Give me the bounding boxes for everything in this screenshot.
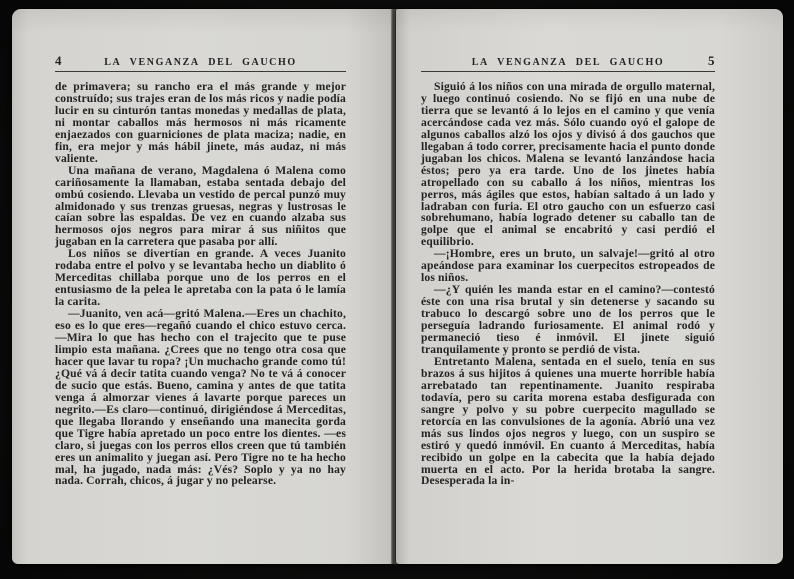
page-body-right xyxy=(421,81,715,487)
page-body-left xyxy=(55,81,346,487)
paragraph: de primavera; su rancho era el más grande y mejor construído; sus trajes eran de los más ricos y nadie podía lucir en su cinturón tantas monedas y medallas de plata, ni montar caballos más hermosos ni más ricamente enjaezados con guarniciones de plata maciza; nadie, en fin, era mejor y más hábil jinete, más audaz, ni más valiente. xyxy=(55,80,346,165)
header-rule-right xyxy=(421,71,715,72)
running-title-left: LA VENGANZA DEL GAUCHO xyxy=(104,57,297,68)
paragraph: —Juanito, ven acá—gritó Malena.—Eres un chachito, eso es lo que eres—regañó cuando el chico estuvo cerca.—Mira lo que has hecho con el trajecito que te puse limpio esta mañana. ¿Crees que no tengo otra cosa que hacer que lavar tu ropa? ¡Un muchacho grande como tú! ¿Qué vá á decir tatita cuando venga? No te vá á conocer de sucio que estás. Bueno, camina y antes de que tatita venga á almorzar vienes á lavarte porque pareces un negrito.—Es claro—continuó, dirigiéndose á Merceditas, que llegaba llorando y enseñando una manecita gorda que Tigre había apretado un poco entre los dientes. —es claro, si juegas con los perros ellos creen que tú también eres un animalito y juegan así. Pero Tigre no te ha hecho mal, ha jugado, nada más: ¿Vés? Soplo y ya no hay nada. Corrah, chicos, á jugar y no pelearse. xyxy=(55,307,346,488)
header-rule-left xyxy=(55,71,346,72)
paragraph: —¿Y quién les manda estar en el camino?—contestó éste con una risa brutal y sin detenerse y sacando su trabuco lo descargó sobre uno de los perros que le perseguía ladrando furiosamente. El animal rodó y permaneció tieso é inmóvil. El jinete siguió tranquilamente y pronto se perdió de vista. xyxy=(421,283,715,356)
paragraph: Siguió á los niños con una mirada de orgullo maternal, y luego continuó cosiendo. No se fijó en una nube de tierra que se levantó á lo lejos en el camino y que venía acercándose cada vez más. Sólo cuando oyó el galope de algunos caballos alzó los ojos y divisó á dos gauchos que llegaban á todo correr, precisamente hacia el punto donde jugaban los chicos. Malena se levantó lanzándose hacia éstos; pero ya era tarde. Uno de los jinetes había atropellado con su caballo á los niños, mientras los perros, más ágiles que estos, habían saltado á un lado y ladraban con furia. El otro gaucho con un esfuerzo casi sobrehumano, había logrado detener su caballo tan de golpe que el animal se encabritó y casi perdió el equilibrio. xyxy=(421,80,715,249)
page-number-right: 5 xyxy=(708,53,715,68)
page-right-content xyxy=(396,9,783,564)
page-left-content xyxy=(12,9,392,564)
page-right-header xyxy=(421,53,715,69)
page-left xyxy=(12,9,392,564)
page-right xyxy=(396,9,783,564)
paragraph: Una mañana de verano, Magdalena ó Malena como cariñosamente la llamaban, estaba sentada debajo del ombú cosiendo. Llevaba un vestido de percal punzó muy almidonado y sus trenzas gruesas, negras y lustrosas le caían sobre las espaldas. De vez en cuando alzaba sus hermosos ojos negros para mirar á sus niñitos que jugaban en la carretera que pasaba por allí. xyxy=(55,163,346,249)
paragraph: Entretanto Malena, sentada en el suelo, tenía en sus brazos á sus hijitos á quienes una muerte horrible había arrebatado tan repentinamente. Juanito respiraba todavía, pero su carita morena estaba desfigurada con sangre y polvo y su pobre cuerpecito magullado se retorcía en las convulsiones de la agonía. Abrió una vez más sus lindos ojos negros y luego, con un suspiro se estiró y quedó inmóvil. En cuanto á Merceditas, había recibido un golpe en la cabecita que la había dejado muerta en el acto. Por la herida brotaba la sangre. Desesperada la in- xyxy=(421,354,715,488)
paragraph: Los niños se divertían en grande. A veces Juanito rodaba entre el polvo y se levantaba hecho un diablito ó Merceditas chillaba porque uno de los perros en el entusiasmo de la pelea le apretaba con la pata ó le lamía la carita. xyxy=(55,247,346,309)
page-left-header xyxy=(55,53,346,69)
page-number-left: 4 xyxy=(55,53,62,68)
running-title-right: LA VENGANZA DEL GAUCHO xyxy=(471,57,665,68)
paragraph: —¡Hombre, eres un bruto, un salvaje!—gritó al otro apeándose para examinar los cuerpecitos estropeados de los niños. xyxy=(421,247,715,285)
